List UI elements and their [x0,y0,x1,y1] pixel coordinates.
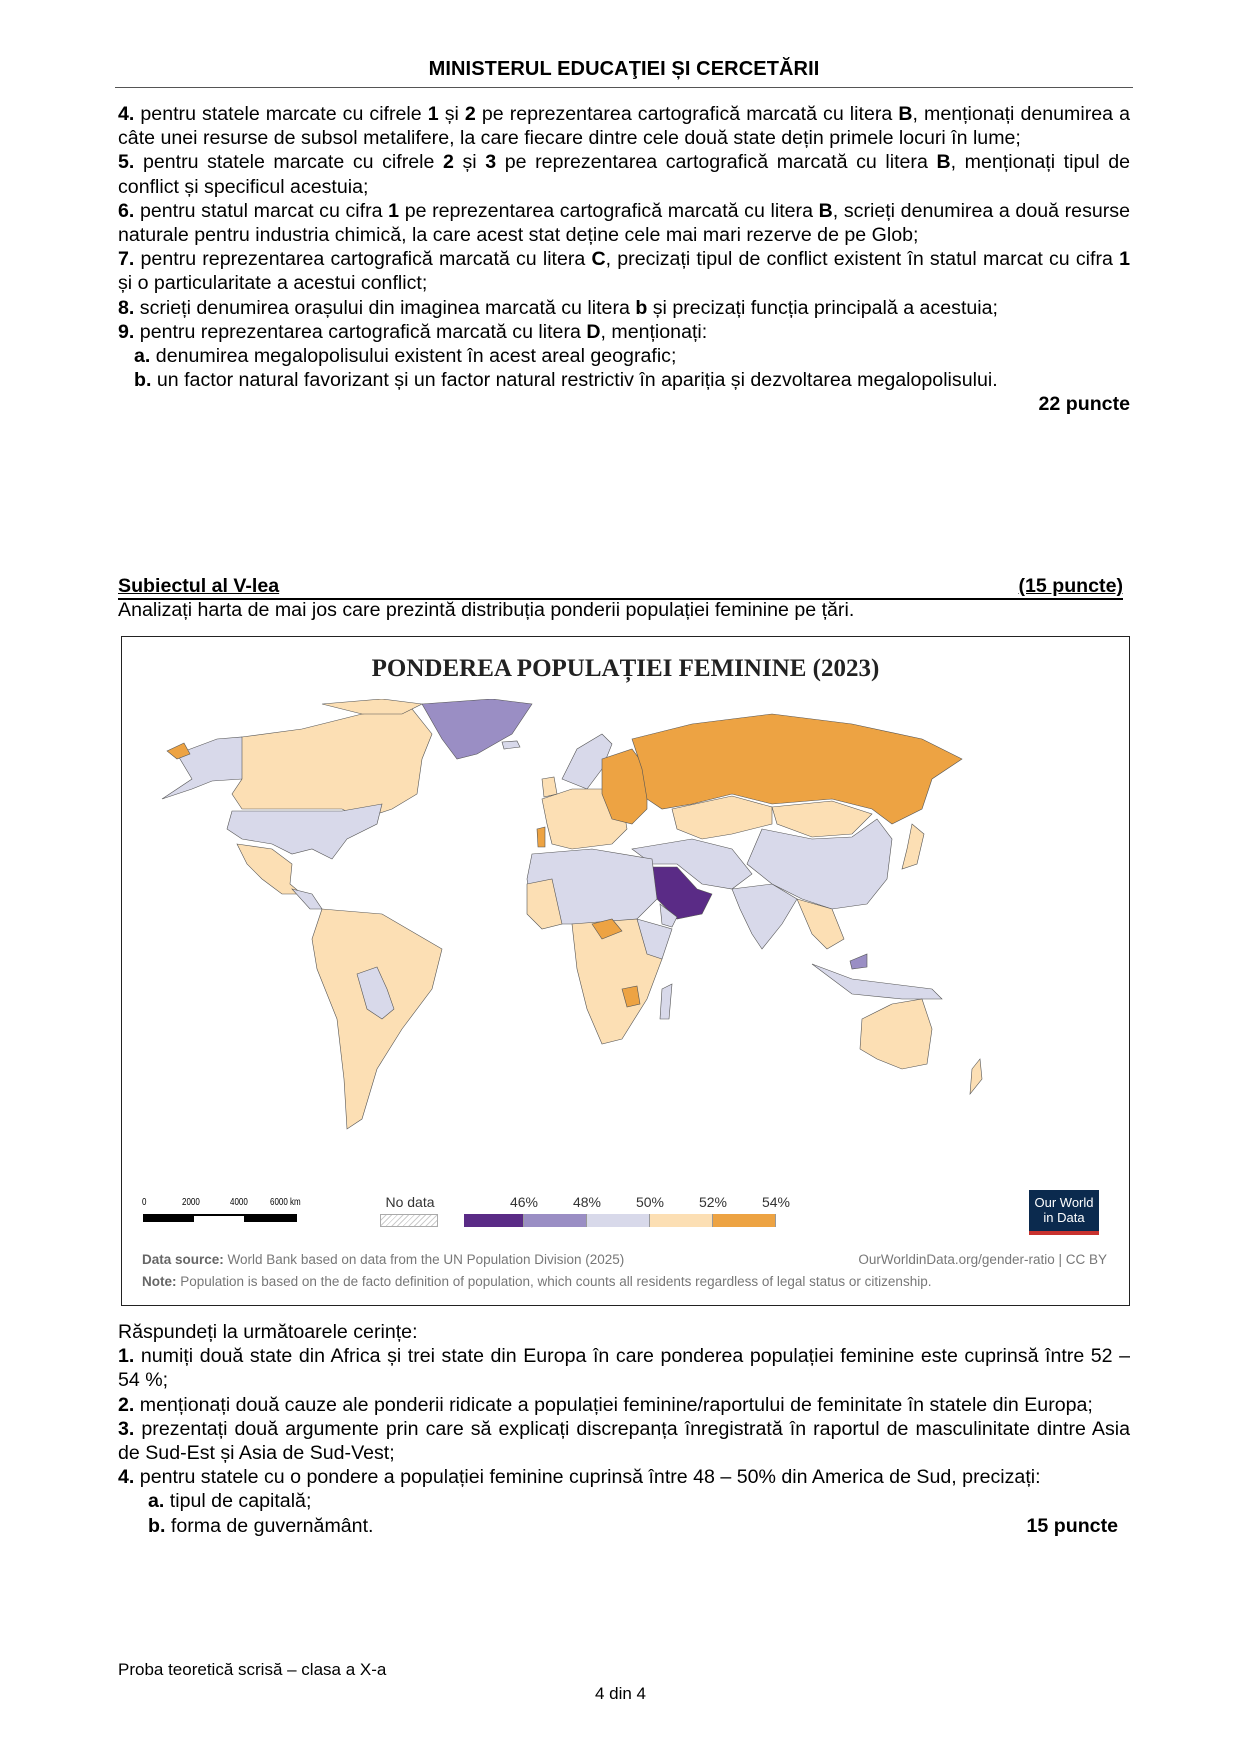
region-mongolia [772,801,872,837]
region-iceland [502,741,520,749]
questions-intro: Răspundeți la următoarele cerințe: [118,1321,418,1343]
scale-label: 6000 km [270,1197,301,1208]
question-item: 6. pentru statul marcat cu cifra 1 pe reprezentarea cartografică marcată cu litera B, scrieți denumirea a două resurse naturale pentru industria chimică, la care acest stat deține cele mai mari rezerve de pe Glob; [118,199,1130,247]
section5-questions [118,1320,1130,1538]
region-australia [860,999,932,1069]
section-title [118,574,1123,600]
page-number: 4 din 4 [594,1684,647,1703]
region-indonesia [812,964,942,999]
region-madagascar [660,984,672,1019]
legend-threshold: 50% [635,1194,665,1210]
question-item: 2. menționați două cauze ale ponderii ridicate a populației feminine/raportului de feminitate în statele din Europa; [118,1393,1093,1416]
question-item: 7. pentru reprezentarea cartografică marcată cu litera C, precizați tipul de conflict existent în statul marcat cu cifra 1 și o particularitate a acestui conflict; [118,248,1130,295]
map-title: PONDEREA POPULAȚIEI FEMININE (2023) [371,655,880,682]
legend-color-bar [464,1214,776,1227]
region-india [732,884,797,949]
map-legend [464,1194,864,1234]
region-new-zealand [970,1059,982,1094]
legend-threshold: 48% [572,1194,602,1210]
points-total: 15 puncte [1026,1514,1118,1537]
scale-label: 4000 [230,1197,248,1208]
map-note: Note: Population is based on the de facto definition of population, which counts all residents regardless of legal status or citizenship. [142,1274,932,1289]
legend-threshold: 52% [698,1194,728,1210]
question-item: 5. pentru statele marcate cu cifrele 2 și 3 pe reprezentarea cartografică marcată cu litera B, menționați tipul de conflict și specificul acestuia; [118,151,1130,198]
region-south-america [312,909,442,1129]
legend-no-data-label: No data [385,1194,435,1210]
region-central-america [292,889,322,909]
sub-item-b: b. un factor natural favorizant și un factor natural restrictiv în apariția și dezvoltarea megalopolisului. [134,369,998,392]
region-canada [232,709,432,819]
sub-item-b: b. forma de guvernământ. 15 puncte [148,1514,1118,1537]
region-arctic-islands [322,699,422,714]
points-total: 22 puncte [1038,393,1130,416]
region-uk [542,777,557,797]
data-source: Data source: World Bank based on data from the UN Population Division (2025) [142,1252,625,1267]
owid-logo: Our World in Data [1029,1190,1099,1235]
sub-item-a: a. tipul de capitală; [148,1490,312,1513]
region-japan [902,824,924,869]
legend-swatch [713,1214,776,1227]
legend-swatch [587,1214,650,1227]
question-item: 9. pentru reprezentarea cartografică marcată cu litera D, menționați: [118,320,708,343]
section-points: (15 puncte) [1018,575,1123,597]
section-intro: Analizați harta de mai jos care prezintă distribuția ponderii populației feminine pe țări. [118,599,855,621]
region-greenland [422,699,532,759]
section-name: Subiectul al V-lea [118,575,280,597]
scale-label: 2000 [182,1197,200,1208]
legend-threshold: 46% [509,1194,539,1210]
previous-section-questions [118,102,1130,417]
source-link[interactable]: OurWorldinData.org/gender-ratio | CC BY [858,1252,1107,1267]
legend-swatch [524,1214,587,1227]
question-item: 1. numiți două state din Africa și trei state din Europa în care ponderea populației feminine este cuprinsă între 52 – 54 %; [118,1345,1130,1392]
legend-threshold: 54% [761,1194,791,1210]
sub-item-a: a. denumirea megalopolisului existent în acest areal geografic; [134,345,677,368]
question-item: 4. pentru statele marcate cu cifrele 1 și 2 pe reprezentarea cartografică marcată cu litera B, menționați denumirea a câte unei resurse de subsol metalifere, la care fiecare dintre cele două state dețin primele locuri în lume; [118,103,1130,150]
question-item: 8. scrieți denumirea orașului din imaginea marcată cu litera b și precizați funcția principală a acestuia; [118,296,998,319]
legend-swatch [650,1214,713,1227]
region-malaysia [850,954,867,969]
world-map [132,699,1117,1179]
map-figure [121,636,1130,1306]
legend-swatch [464,1214,524,1227]
page-header: MINISTERUL EDUCAŢIEI ȘI CERCETĂRII [428,58,820,80]
region-portugal [537,827,545,847]
legend-no-data-swatch [380,1214,438,1227]
header-divider [115,87,1133,88]
footer-exam-label: Proba teoretică scrisă – clasa a X-a [118,1660,387,1679]
scale-label: 0 [142,1197,147,1208]
map-scale-bar [142,1197,322,1237]
question-item: 4. pentru statele cu o pondere a populației feminine cuprinsă între 48 – 50% din America de Sud, precizați: [118,1466,1041,1489]
question-item: 3. prezentați două argumente prin care să explicați discrepanța înregistrată în raportul de masculinitate dintre Asia de Sud-Est și Asia de Sud-Vest; [118,1417,1130,1465]
